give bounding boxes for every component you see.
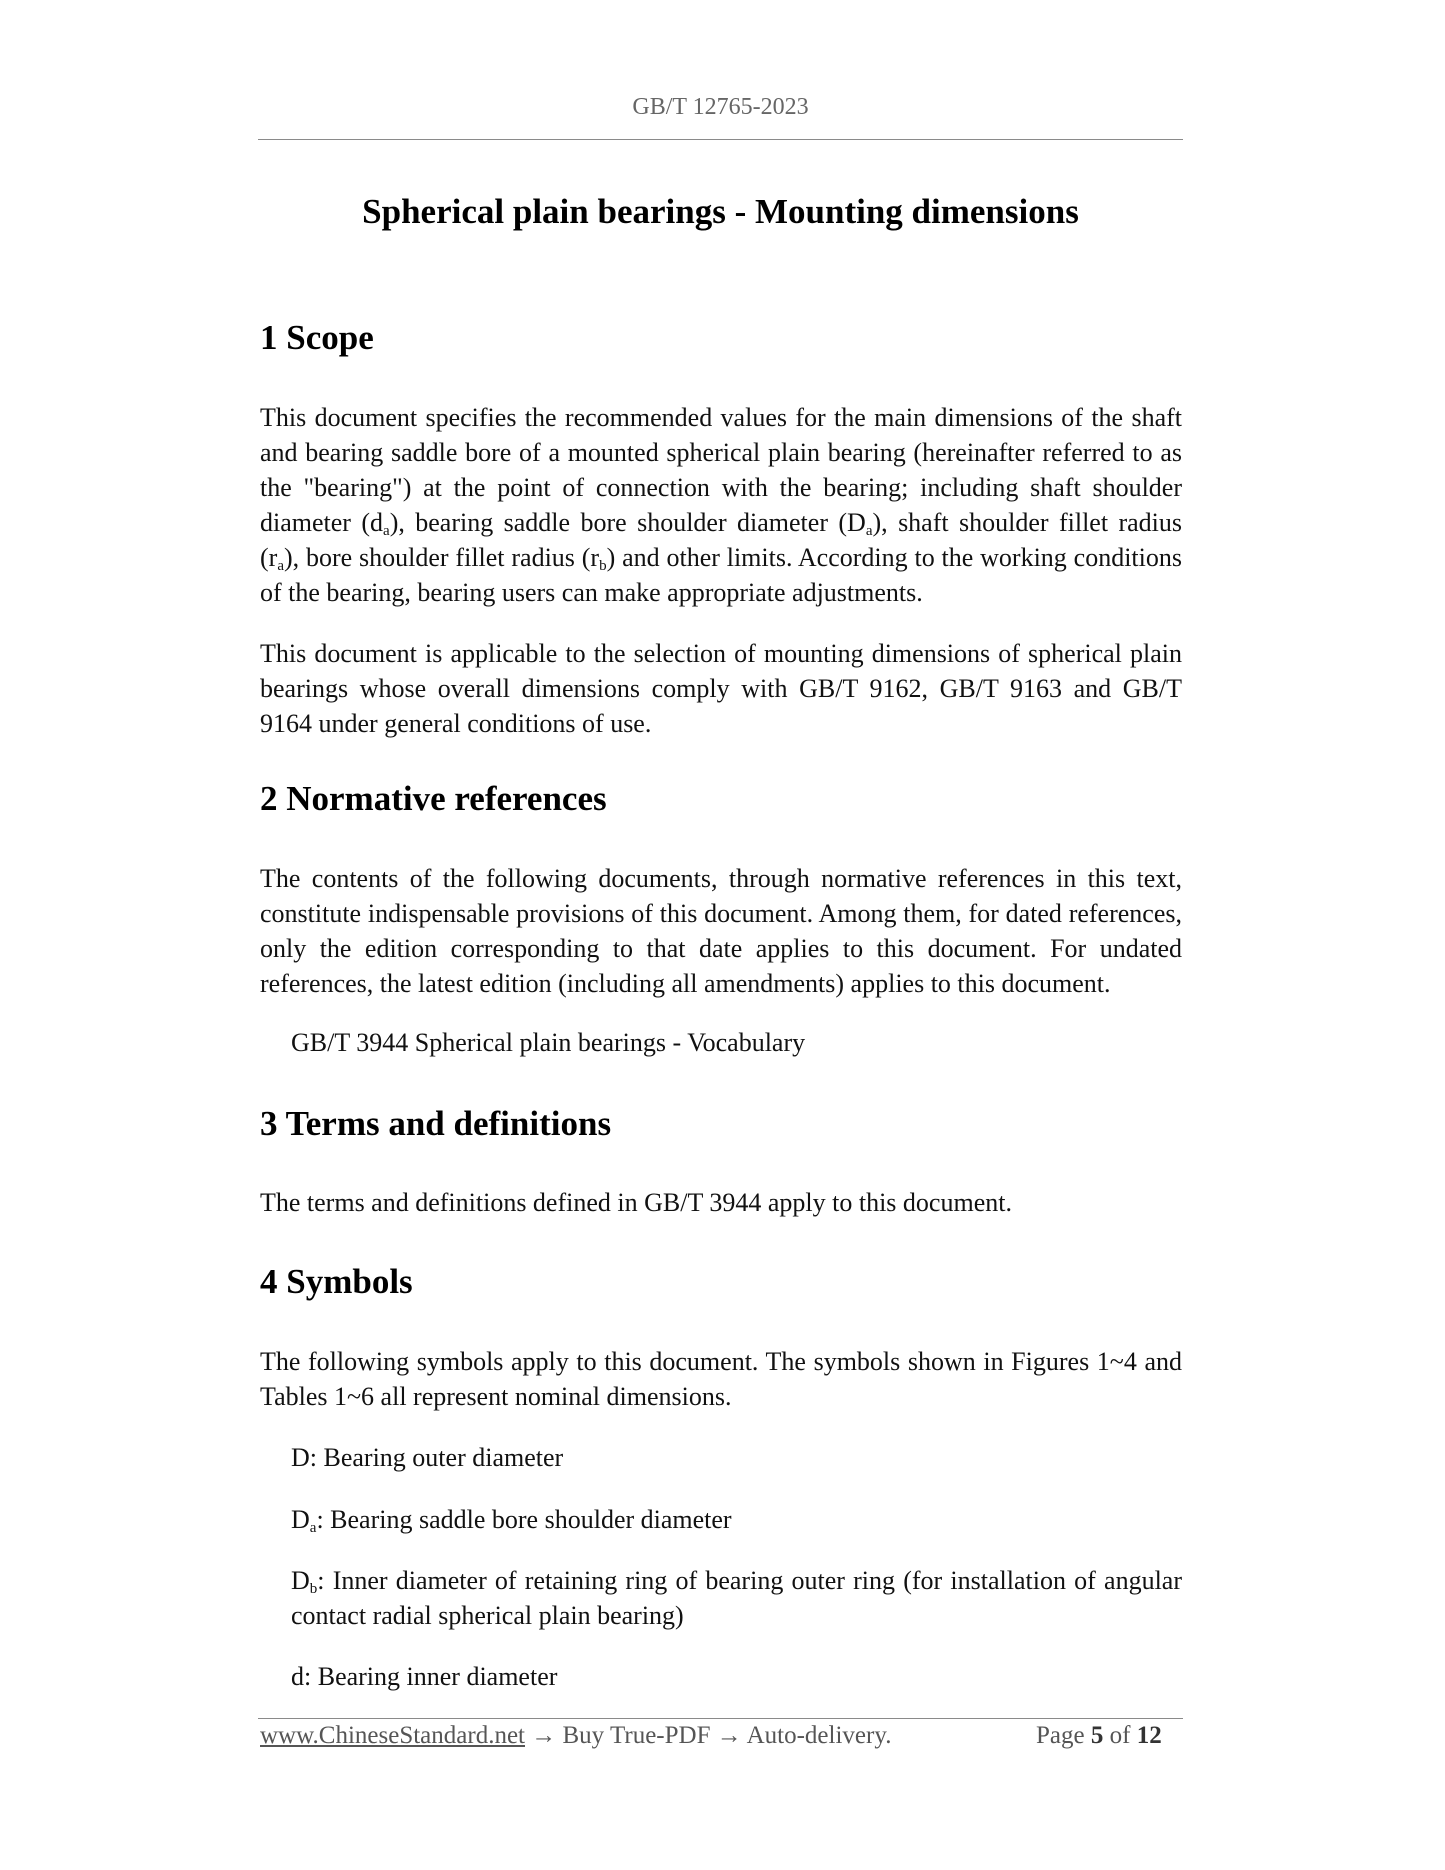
page-label: Page <box>1036 1722 1085 1749</box>
symbol-item: d: Bearing inner diameter <box>291 1662 558 1691</box>
header-rule <box>258 139 1183 140</box>
terms-definitions-paragraph: The terms and definitions defined in GB/T 3944 apply to this document. <box>260 1188 1012 1217</box>
section-heading-terms-definitions: 3 Terms and definitions <box>260 1104 612 1143</box>
auto-delivery-text: Auto-delivery. <box>746 1722 892 1749</box>
section-heading-scope: 1 Scope <box>260 318 374 357</box>
total-page-number: 12 <box>1136 1722 1162 1749</box>
symbols-intro-paragraph: The following symbols apply to this document. The symbols shown in Figures 1~4 and Tables 1~6 all represent nominal dimensions. <box>260 1347 1182 1411</box>
section-heading-symbols: 4 Symbols <box>260 1262 413 1301</box>
site-link[interactable]: www.ChineseStandard.net <box>260 1722 525 1749</box>
normative-references-paragraph: The contents of the following documents, through normative references in this text, constitute indispensable provisions of this document. Among them, for dated references, only the edition corresponding to that date applies to this document. For undated references, the latest edition (including all amendments) applies to this document. <box>260 864 1182 998</box>
scope-paragraph-1: This document specifies the recommended values for the main dimensions of the shaft and bearing saddle bore of a mounted spherical plain bearing (hereinafter referred to as the "bearing") at the point of connection with the bearing; including shaft shoulder diameter $(d_a)$, bearing saddle bore shoulder diameter $(D_a)$, shaft shoulder fillet radius $(r_a)$, bore shoulder fillet radius $(r_b)$ and other limits. According to the working conditions of the bearing, bearing users can make appropriate adjustments. <box>260 403 1183 607</box>
arrow-right-icon: → <box>716 1722 742 1749</box>
footer-links <box>260 1722 891 1750</box>
symbol-item: $D_b$: Inner diameter of retaining ring of bearing outer ring (for installation of angular contact radial spherical plain bearing) <box>291 1566 1182 1630</box>
document-title: Spherical plain bearings - Mounting dimensions <box>362 192 1079 231</box>
footer-rule <box>258 1718 1183 1719</box>
page-indicator <box>1036 1722 1162 1750</box>
arrow-right-icon: → <box>531 1722 557 1749</box>
scope-paragraph-2: This document is applicable to the selection of mounting dimensions of spherical plain bearings whose overall dimensions comply with GB/T 9162, GB/T 9163 and GB/T 9164 under general conditions of use. <box>260 639 1182 738</box>
current-page-number: 5 <box>1090 1722 1104 1749</box>
running-header: GB/T 12765-2023 <box>632 94 809 120</box>
symbol-item: D: Bearing outer diameter <box>291 1443 564 1472</box>
reference-item: GB/T 3944 Spherical plain bearings - Vocabulary <box>291 1028 806 1057</box>
buy-pdf-text: Buy True-PDF <box>562 1722 711 1749</box>
symbol-item: $D_a$: Bearing saddle bore shoulder diameter <box>291 1505 732 1536</box>
of-label: of <box>1109 1722 1131 1749</box>
section-heading-normative-references: 2 Normative references <box>260 779 607 818</box>
